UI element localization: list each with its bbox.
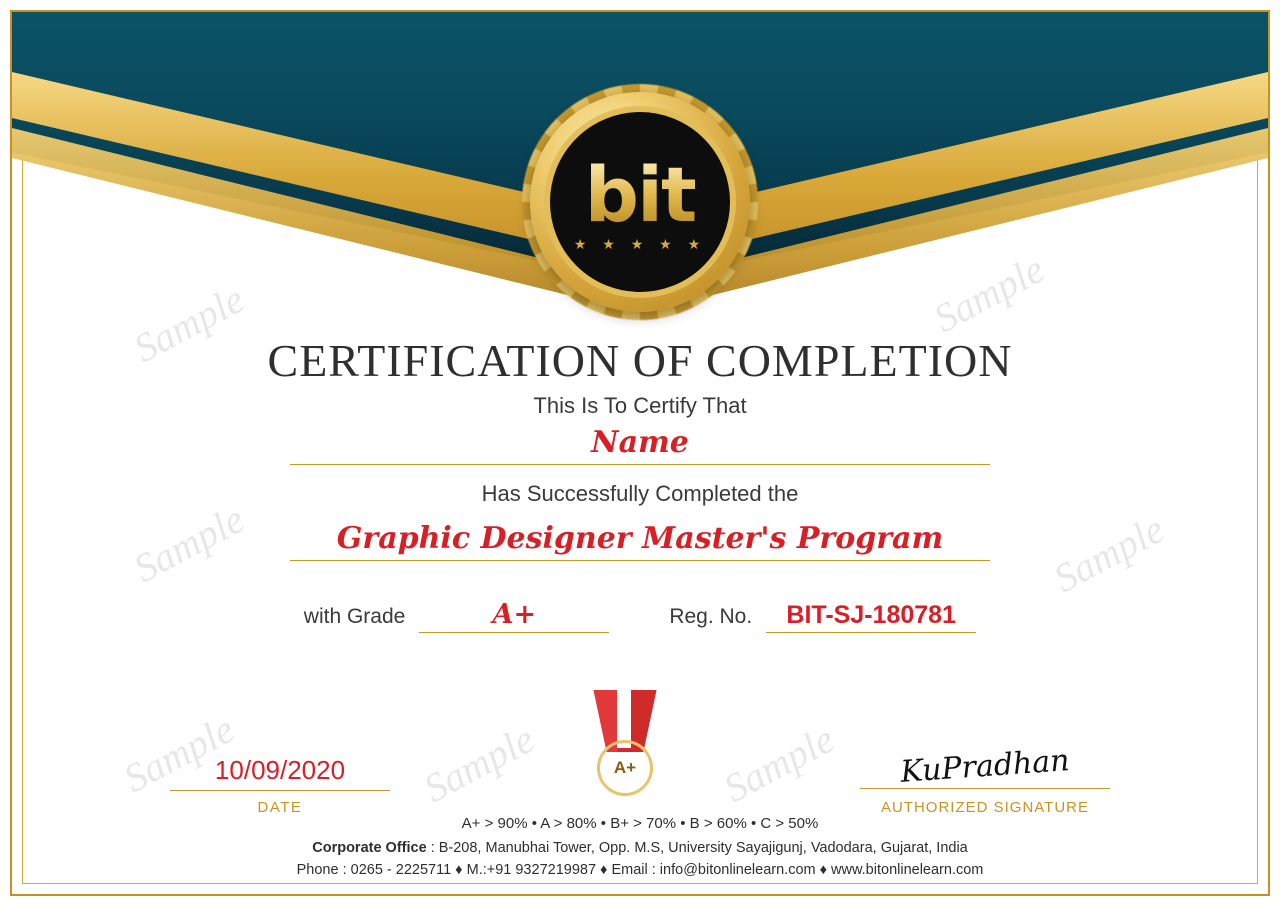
- office-address-line: [0, 840, 1280, 856]
- medal-icon: [580, 690, 670, 810]
- registration-value: BIT-SJ-180781: [786, 601, 956, 629]
- seal-inner-disc: [544, 106, 736, 298]
- office-value: : B-208, Manubhai Tower, Opp. M.S, University Sayajigunj, Vadodara, Gujarat, India: [430, 840, 968, 856]
- grade-label: with Grade: [303, 605, 406, 628]
- watermark-text: Sample: [126, 275, 252, 372]
- watermark-text: Sample: [416, 715, 542, 812]
- bit-logo-text: bit: [584, 150, 696, 240]
- date-value: 10/09/2020: [170, 755, 390, 791]
- grade-value: A+: [492, 599, 537, 630]
- subtitle-text: This Is To Certify That: [533, 393, 747, 418]
- course-name-value: Graphic Designer Master's Program: [336, 521, 944, 556]
- grades-legend: A+ > 90% • A > 80% • B+ > 70% • B > 60% • C > 50%: [461, 815, 819, 832]
- footer: [0, 815, 1280, 878]
- date-block: [170, 755, 390, 816]
- stars-icon: ★ ★ ★ ★ ★: [573, 235, 707, 252]
- course-name-field: [290, 521, 990, 561]
- watermark-text: Sample: [1046, 505, 1172, 602]
- registration-label: Reg. No.: [669, 605, 753, 628]
- grade-group: [304, 599, 610, 633]
- grade-field: [419, 599, 609, 633]
- registration-group: [669, 601, 976, 633]
- contact-line: Phone : 0265 - 2225711 ♦ M.:+91 9327219987 ♦ Email : info@bitonlinelearn.com ♦ www.bitonlinelearn.com: [296, 862, 984, 878]
- registration-field: [766, 601, 976, 633]
- signature-caption: AUTHORIZED SIGNATURE: [880, 799, 1090, 816]
- recipient-name-value: Name: [591, 425, 689, 460]
- signature-block: [860, 743, 1110, 816]
- watermark-text: Sample: [926, 245, 1052, 342]
- signature-row: [0, 690, 1280, 816]
- watermark-text: Sample: [716, 715, 842, 812]
- signature-mark: KuPradhan: [899, 743, 1071, 790]
- medal-disc: A+: [597, 740, 653, 796]
- watermark-text: Sample: [126, 495, 252, 592]
- date-caption: DATE: [257, 799, 303, 816]
- grade-and-registration-row: [0, 599, 1280, 633]
- completion-text: Has Successfully Completed the: [481, 481, 799, 506]
- watermark-text: Sample: [116, 705, 242, 802]
- seal-badge: [530, 92, 750, 312]
- recipient-name-field: [290, 425, 990, 465]
- certificate-body: [0, 310, 1280, 633]
- page-title: CERTIFICATION OF COMPLETION: [267, 335, 1013, 386]
- office-label: Corporate Office: [312, 840, 427, 856]
